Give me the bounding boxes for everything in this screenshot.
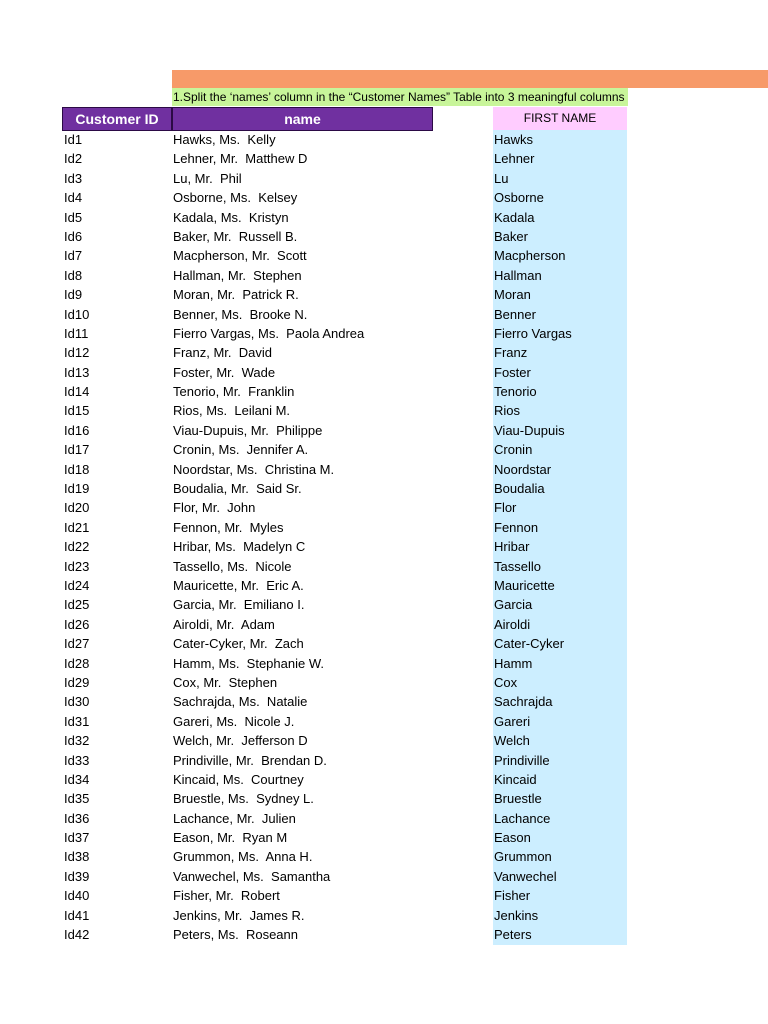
table-row: [0, 479, 768, 498]
table-row: [0, 188, 768, 207]
first-name-cell[interactable]: Franz: [494, 345, 528, 361]
table-row: [0, 363, 768, 382]
first-name-cell[interactable]: Eason: [494, 830, 531, 846]
first-name-cell[interactable]: Macpherson: [494, 248, 566, 264]
first-name-cell[interactable]: Tassello: [494, 558, 541, 574]
first-name-cell[interactable]: Kadala: [494, 209, 535, 225]
customer-id-cell[interactable]: Id8: [64, 267, 83, 283]
name-cell[interactable]: Kincaid, Ms. Courtney: [173, 771, 304, 787]
customer-id-cell[interactable]: Id25: [64, 597, 90, 613]
table-row: [0, 654, 768, 673]
customer-id-cell[interactable]: Id27: [64, 636, 90, 652]
name-cell[interactable]: Lehner, Mr. Matthew D: [173, 151, 308, 167]
name-cell[interactable]: Sachrajda, Ms. Natalie: [173, 694, 308, 710]
name-cell[interactable]: Rios, Ms. Leilani M.: [173, 403, 291, 419]
first-name-cell[interactable]: Hamm: [494, 655, 533, 671]
table-row: [0, 751, 768, 770]
table-row: [0, 615, 768, 634]
table-row: [0, 440, 768, 459]
first-name-cell[interactable]: Jenkins: [494, 907, 539, 923]
customer-id-cell[interactable]: Id42: [64, 927, 90, 943]
customer-id-cell[interactable]: Id29: [64, 674, 90, 690]
customer-id-cell[interactable]: Id24: [64, 577, 90, 593]
table-row: [0, 789, 768, 808]
name-cell[interactable]: Hamm, Ms. Stephanie W.: [173, 655, 324, 671]
customer-id-cell[interactable]: Id23: [64, 558, 90, 574]
header-name[interactable]: name: [172, 107, 433, 131]
customer-id-cell[interactable]: Id11: [64, 325, 89, 341]
table-row: [0, 382, 768, 401]
name-cell[interactable]: Jenkins, Mr. James R.: [173, 907, 305, 923]
customer-id-cell[interactable]: Id37: [64, 830, 90, 846]
first-name-cell[interactable]: Lachance: [494, 810, 551, 826]
customer-id-cell[interactable]: Id40: [64, 888, 90, 904]
instruction-cell[interactable]: 1.Split the ‘names’ column in the “Customer Names” Table into 3 meaningful columns: [172, 88, 628, 106]
table-row: [0, 537, 768, 556]
name-cell[interactable]: Vanwechel, Ms. Samantha: [173, 868, 331, 884]
table-row: [0, 518, 768, 537]
name-cell[interactable]: Peters, Ms. Roseann: [173, 927, 298, 943]
table-row: [0, 305, 768, 324]
name-cell[interactable]: Cox, Mr. Stephen: [173, 674, 278, 690]
name-cell[interactable]: Fierro Vargas, Ms. Paola Andrea: [173, 325, 365, 341]
table-row: [0, 731, 768, 750]
name-cell[interactable]: Fennon, Mr. Myles: [173, 519, 284, 535]
first-name-cell[interactable]: Osborne: [494, 190, 544, 206]
first-name-cell[interactable]: Lehner: [494, 151, 535, 167]
customer-id-cell[interactable]: Id3: [64, 170, 83, 186]
table-row: [0, 401, 768, 420]
name-cell[interactable]: Hribar, Ms. Madelyn C: [173, 539, 306, 555]
name-cell[interactable]: Tassello, Ms. Nicole: [173, 558, 292, 574]
first-name-cell[interactable]: Noordstar: [494, 461, 552, 477]
table-row: [0, 828, 768, 847]
table-row: [0, 847, 768, 866]
table-row: [0, 169, 768, 188]
table-row: [0, 809, 768, 828]
name-cell[interactable]: Hallman, Mr. Stephen: [173, 267, 302, 283]
table-row: [0, 557, 768, 576]
name-cell[interactable]: Gareri, Ms. Nicole J.: [173, 713, 295, 729]
first-name-cell[interactable]: Bruestle: [494, 791, 542, 807]
name-cell[interactable]: Hawks, Ms. Kelly: [173, 132, 276, 147]
customer-id-cell[interactable]: Id35: [64, 791, 90, 807]
customer-id-cell[interactable]: Id32: [64, 733, 90, 749]
name-cell[interactable]: Prindiville, Mr. Brendan D.: [173, 752, 327, 768]
first-name-cell[interactable]: Prindiville: [494, 752, 550, 768]
first-name-cell[interactable]: Airoldi: [494, 616, 531, 632]
customer-id-cell[interactable]: Id20: [64, 500, 90, 516]
customer-id-cell[interactable]: Id26: [64, 616, 90, 632]
name-cell[interactable]: Cronin, Ms. Jennifer A.: [173, 442, 309, 458]
first-name-cell[interactable]: Welch: [494, 733, 530, 749]
customer-id-cell[interactable]: Id21: [64, 519, 90, 535]
table-row: [0, 906, 768, 925]
name-cell[interactable]: Flor, Mr. John: [173, 500, 256, 516]
customer-id-cell[interactable]: Id19: [64, 481, 90, 497]
table-row: [0, 867, 768, 886]
name-cell[interactable]: Noordstar, Ms. Christina M.: [173, 461, 335, 477]
customer-id-cell[interactable]: Id4: [64, 190, 83, 206]
first-name-cell[interactable]: Foster: [494, 364, 531, 380]
customer-id-cell[interactable]: Id6: [64, 228, 83, 244]
customer-id-cell[interactable]: Id12: [64, 345, 90, 361]
name-cell[interactable]: Lachance, Mr. Julien: [173, 810, 296, 826]
table-row: [0, 770, 768, 789]
first-name-cell[interactable]: Vanwechel: [494, 868, 557, 884]
customer-id-cell[interactable]: Id31: [64, 713, 90, 729]
table-row: [0, 149, 768, 168]
customer-id-cell[interactable]: Id1: [64, 132, 83, 147]
first-name-cell[interactable]: Fennon: [494, 519, 539, 535]
first-name-cell[interactable]: Cronin: [494, 442, 533, 458]
customer-id-cell[interactable]: Id7: [64, 248, 83, 264]
table-row: [0, 692, 768, 711]
name-cell[interactable]: Baker, Mr. Russell B.: [173, 228, 298, 244]
first-name-cell[interactable]: Hawks: [494, 132, 534, 147]
name-cell[interactable]: Viau-Dupuis, Mr. Philippe: [173, 422, 323, 438]
first-name-cell[interactable]: Moran: [494, 287, 531, 303]
customer-id-cell[interactable]: Id38: [64, 849, 90, 865]
first-name-cell[interactable]: Rios: [494, 403, 521, 419]
first-name-cell[interactable]: Flor: [494, 500, 517, 516]
name-cell[interactable]: Cater-Cyker, Mr. Zach: [173, 636, 304, 652]
table-row: [0, 886, 768, 905]
customer-id-cell[interactable]: Id9: [64, 287, 83, 303]
table-row: [0, 460, 768, 479]
table-row: [0, 421, 768, 440]
table-row: [0, 634, 768, 653]
name-cell[interactable]: Mauricette, Mr. Eric A.: [173, 577, 304, 593]
name-cell[interactable]: Bruestle, Ms. Sydney L.: [173, 791, 314, 807]
name-cell[interactable]: Grummon, Ms. Anna H.: [173, 849, 313, 865]
name-cell[interactable]: Kadala, Ms. Kristyn: [173, 209, 289, 225]
customer-id-cell[interactable]: Id33: [64, 752, 90, 768]
first-name-cell[interactable]: Viau-Dupuis: [494, 422, 565, 438]
orange-header-band[interactable]: [172, 70, 768, 88]
customer-id-cell[interactable]: Id22: [64, 539, 90, 555]
name-cell[interactable]: Franz, Mr. David: [173, 345, 272, 361]
customer-id-cell[interactable]: Id13: [64, 364, 90, 380]
name-cell[interactable]: Moran, Mr. Patrick R.: [173, 287, 299, 303]
first-name-cell[interactable]: Gareri: [494, 713, 531, 729]
name-cell[interactable]: Garcia, Mr. Emiliano I.: [173, 597, 305, 613]
first-name-cell[interactable]: Garcia: [494, 597, 533, 613]
table-row: [0, 227, 768, 246]
customer-id-cell[interactable]: Id34: [64, 771, 90, 787]
customer-id-cell[interactable]: Id16: [64, 422, 90, 438]
first-name-cell[interactable]: Boudalia: [494, 481, 545, 497]
table-row: [0, 324, 768, 343]
customer-id-cell[interactable]: Id15: [64, 403, 90, 419]
customer-id-cell[interactable]: Id17: [64, 442, 90, 458]
first-name-cell[interactable]: Fierro Vargas: [494, 325, 572, 341]
name-cell[interactable]: Eason, Mr. Ryan M: [173, 830, 288, 846]
customer-id-cell[interactable]: Id2: [64, 151, 83, 167]
customer-id-cell[interactable]: Id14: [64, 384, 90, 400]
first-name-cell[interactable]: Fisher: [494, 888, 531, 904]
first-name-cell[interactable]: Kincaid: [494, 771, 537, 787]
table-row: [0, 576, 768, 595]
table-row: [0, 285, 768, 304]
table-row: [0, 925, 768, 944]
table-row: [0, 208, 768, 227]
name-cell[interactable]: Benner, Ms. Brooke N.: [173, 306, 308, 322]
name-cell[interactable]: Welch, Mr. Jefferson D: [173, 733, 308, 749]
first-name-cell[interactable]: Baker: [494, 228, 528, 244]
customer-id-cell[interactable]: Id5: [64, 209, 83, 225]
table-row: [0, 498, 768, 517]
header-first-name[interactable]: FIRST NAME: [493, 107, 627, 130]
customer-id-cell[interactable]: Id10: [64, 306, 90, 322]
customer-id-cell[interactable]: Id36: [64, 810, 90, 826]
table-row: [0, 246, 768, 265]
name-cell[interactable]: Macpherson, Mr. Scott: [173, 248, 307, 264]
first-name-cell[interactable]: Benner: [494, 306, 536, 322]
first-name-cell[interactable]: Lu: [494, 170, 509, 186]
table-row: [0, 266, 768, 285]
table-row: [0, 595, 768, 614]
name-cell[interactable]: Boudalia, Mr. Said Sr.: [173, 481, 302, 497]
first-name-cell[interactable]: Hallman: [494, 267, 542, 283]
name-cell[interactable]: Foster, Mr. Wade: [173, 364, 276, 380]
first-name-cell[interactable]: Sachrajda: [494, 694, 553, 710]
table-row: [0, 130, 768, 149]
table-row: [0, 673, 768, 692]
first-name-cell[interactable]: Mauricette: [494, 577, 555, 593]
customer-id-cell[interactable]: Id30: [64, 694, 90, 710]
first-name-cell[interactable]: Cater-Cyker: [494, 636, 565, 652]
customer-id-cell[interactable]: Id28: [64, 655, 90, 671]
name-cell[interactable]: Fisher, Mr. Robert: [173, 888, 280, 904]
name-cell[interactable]: Tenorio, Mr. Franklin: [173, 384, 295, 400]
first-name-cell[interactable]: Cox: [494, 674, 518, 690]
customer-id-cell[interactable]: Id18: [64, 461, 90, 477]
first-name-cell[interactable]: Peters: [494, 927, 532, 943]
name-cell[interactable]: Lu, Mr. Phil: [173, 170, 242, 186]
header-customer-id[interactable]: Customer ID: [62, 107, 172, 131]
customer-id-cell[interactable]: Id39: [64, 868, 90, 884]
name-cell[interactable]: Osborne, Ms. Kelsey: [173, 190, 298, 206]
table-row: [0, 343, 768, 362]
table-row: [0, 712, 768, 731]
first-name-cell[interactable]: Tenorio: [494, 384, 537, 400]
name-cell[interactable]: Airoldi, Mr. Adam: [173, 616, 275, 632]
customer-id-cell[interactable]: Id41: [64, 907, 90, 923]
first-name-cell[interactable]: Hribar: [494, 539, 530, 555]
table-body: [0, 130, 768, 944]
first-name-cell[interactable]: Grummon: [494, 849, 552, 865]
